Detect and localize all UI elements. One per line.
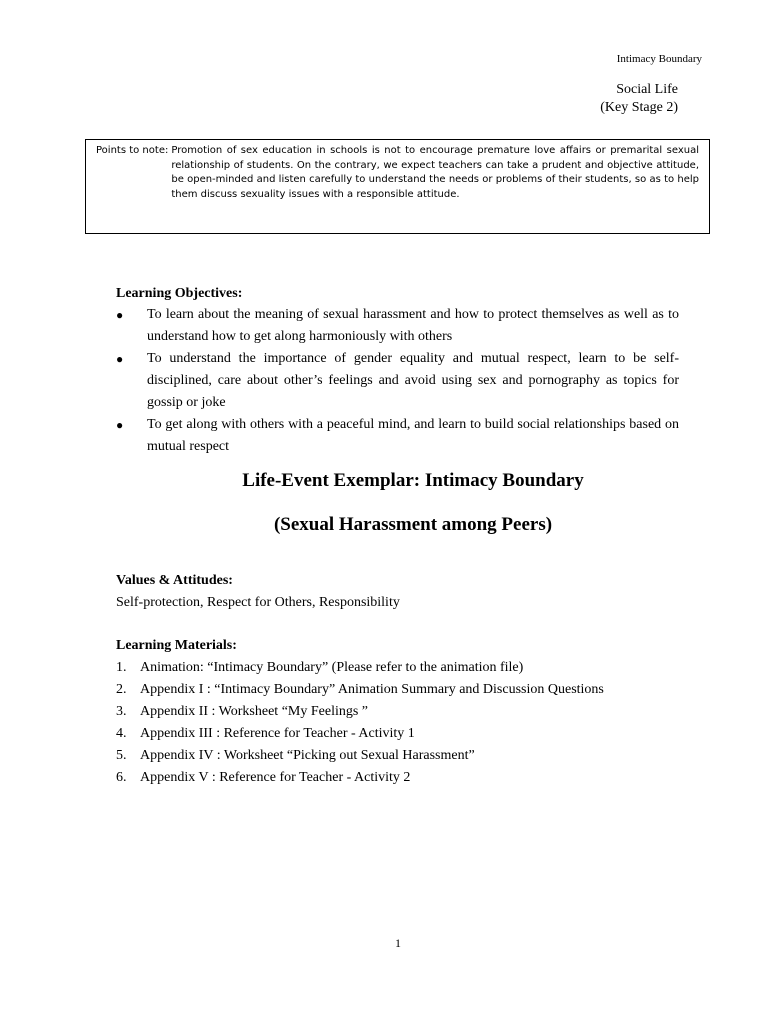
material-text: Appendix V : Reference for Teacher - Activity 2 [140,770,411,785]
list-item [116,745,696,767]
list-item [116,657,696,679]
learning-objectives [116,286,679,458]
values-text: Self-protection, Respect for Others, Responsibility [116,595,400,610]
objectives-heading: Learning Objectives: [116,286,243,301]
note-text: Promotion of sex education in schools is not to encourage premature love affairs or premarital sexual relationship of students. On the contrary, we expect teachers can take a prudent and objective attitude, be open-minded and listen carefully to understand the needs or problems of their students, so as to help them discuss sexuality issues with a responsible attitude. [171,145,699,200]
material-text: Animation: “Intimacy Boundary” (Please refer to the animation file) [140,660,524,675]
note-label: Points to note: [96,145,169,156]
page-title: Life-Event Exemplar: Intimacy Boundary [242,470,584,491]
key-stage-label: (Key Stage 2) [600,100,678,115]
material-text: Appendix I : “Intimacy Boundary” Animation Summary and Discussion Questions [140,682,604,697]
objective-text: To get along with others with a peaceful mind, and learn to build social relationships based on mutual respect [147,417,679,454]
list-item [116,348,679,414]
list-item [116,304,679,348]
list-item [116,767,696,789]
item-number: 4. [116,726,127,741]
page-number: 1 [395,936,401,950]
objective-text: To understand the importance of gender equality and mutual respect, learn to be self-disciplined, care about other’s feelings and avoid using sex and pornography as topics for gossip or joke [147,351,679,410]
values-heading: Values & Attitudes: [116,573,233,588]
bullet-icon: ● [116,418,124,432]
list-item [116,723,696,745]
page-subtitle: (Sexual Harassment among Peers) [273,514,553,535]
subject-label: Social Life [616,82,678,97]
list-item [116,414,679,458]
materials-list [116,657,696,789]
points-to-note-box [85,139,710,234]
subject-block [600,81,678,117]
item-number: 6. [116,770,127,785]
objective-text: To learn about the meaning of sexual harassment and how to protect themselves as well as to understand how to get along harmoniously with others [147,307,679,344]
material-text: Appendix II : Worksheet “My Feelings ” [140,704,369,719]
item-number: 1. [116,660,127,675]
materials-heading: Learning Materials: [116,638,237,653]
item-number: 2. [116,682,127,697]
list-item [116,679,696,701]
material-text: Appendix III : Reference for Teacher - Activity 1 [140,726,415,741]
bullet-icon: ● [116,352,124,366]
bullet-icon: ● [116,308,124,322]
list-item [116,701,696,723]
item-number: 3. [116,704,127,719]
running-header: Intimacy Boundary [616,53,702,65]
material-text: Appendix IV : Worksheet “Picking out Sexual Harassment” [140,748,475,763]
values-attitudes [116,570,400,614]
item-number: 5. [116,748,127,763]
learning-materials [116,635,696,789]
objectives-list [116,304,679,458]
